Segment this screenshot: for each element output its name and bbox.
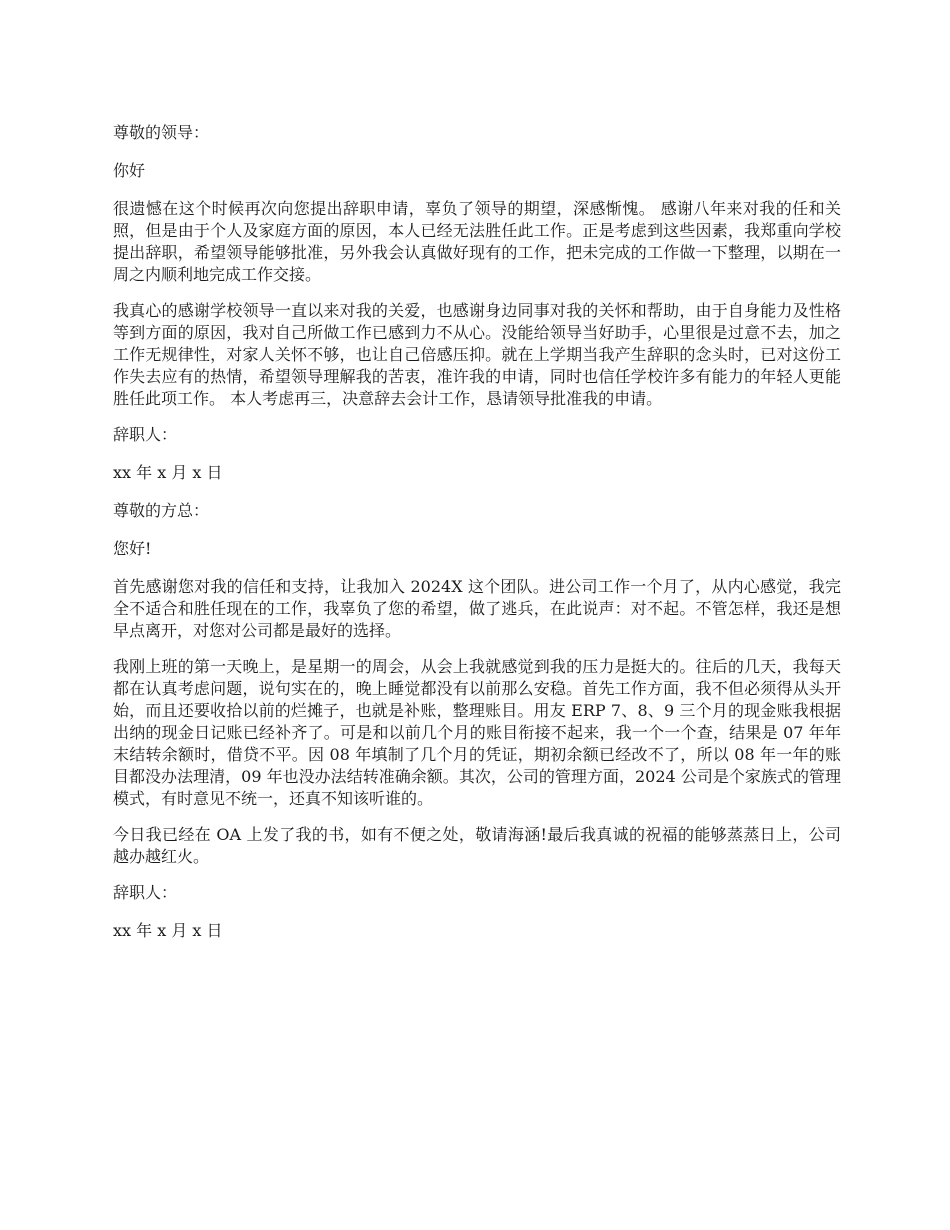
- letter1-paragraph-1: 很遗憾在这个时候再次向您提出辞职申请，辜负了领导的期望，深感惭愧。 感谢八年来对我的任和关照，但是由于个人及家庭方面的原因，本人已经无法胜任此工作。正是考虑到这些因素，我郑重向学校提出辞职，希望领导能够批准，另外我会认真做好现有的工作，把未完成的工作做一下整理，以期在一周之内顺利地完成工作交接。: [113, 199, 841, 284]
- letter2-signature: 辞职人：: [113, 883, 178, 902]
- letter2-greeting: 您好!: [113, 539, 152, 558]
- document-page: [113, 122, 841, 958]
- letter1-signature: 辞职人：: [113, 425, 178, 444]
- letter2-paragraph-2: 我刚上班的第一天晚上，是星期一的周会，从会上我就感觉到我的压力是挺大的。往后的几天，我每天都在认真考虑问题，说句实在的，晚上睡觉都没有以前那么安稳。首先工作方面，我不但必须得从头开始，而且还要收拾以前的烂摊子，也就是补账，整理账目。用友 ERP 7、8、9 三个月的现金账我根据出纳的现金日记账已经补齐了。可是和以前几个月的账目衔接不起来，我一个一个查，结果是 07 年年末结转余额时，借贷不平。因 08 年填制了几个月的凭证，期初余额已经改不了，所以 08 年一年的账目都没办法理清，09 年也没办法结转准确余额。其次，公司的管理方面，2024 公司是个家族式的管理模式，有时意见不统一，还真不知该听谁的。: [113, 657, 841, 808]
- letter1-greeting: 你好: [113, 161, 146, 180]
- letter2-paragraph-1: 首先感谢您对我的信任和支持，让我加入 2024X 这个团队。进公司工作一个月了，从内心感觉，我完全不适合和胜任现在的工作，我辜负了您的希望，做了逃兵，在此说声：对不起。不管怎样，我还是想早点离开，对您对公司都是最好的选择。: [113, 577, 841, 640]
- letter1-date: xx 年 x 月 x 日: [113, 463, 223, 482]
- letter2-salutation: 尊敬的方总：: [113, 501, 210, 520]
- letter1-salutation: 尊敬的领导：: [113, 123, 210, 142]
- letter2-paragraph-3: 今日我已经在 OA 上发了我的书，如有不便之处，敬请海涵!最后我真诚的祝福的能够蒸蒸日上，公司越办越红火。: [113, 825, 841, 866]
- letter1-paragraph-2: 我真心的感谢学校领导一直以来对我的关爱，也感谢身边同事对我的关怀和帮助，由于自身能力及性格等到方面的原因，我对自己所做工作已感到力不从心。没能给领导当好助手，心里很是过意不去，加之工作无规律性，对家人关怀不够，也让自己倍感压抑。就在上学期当我产生辞职的念头时，已对这份工作失去应有的热情，希望领导理解我的苦衷，准许我的申请，同时也信任学校许多有能力的年轻人更能胜任此项工作。 本人考虑再三，决意辞去会计工作，恳请领导批准我的申请。: [113, 301, 841, 408]
- letter2-date: xx 年 x 月 x 日: [113, 921, 223, 940]
